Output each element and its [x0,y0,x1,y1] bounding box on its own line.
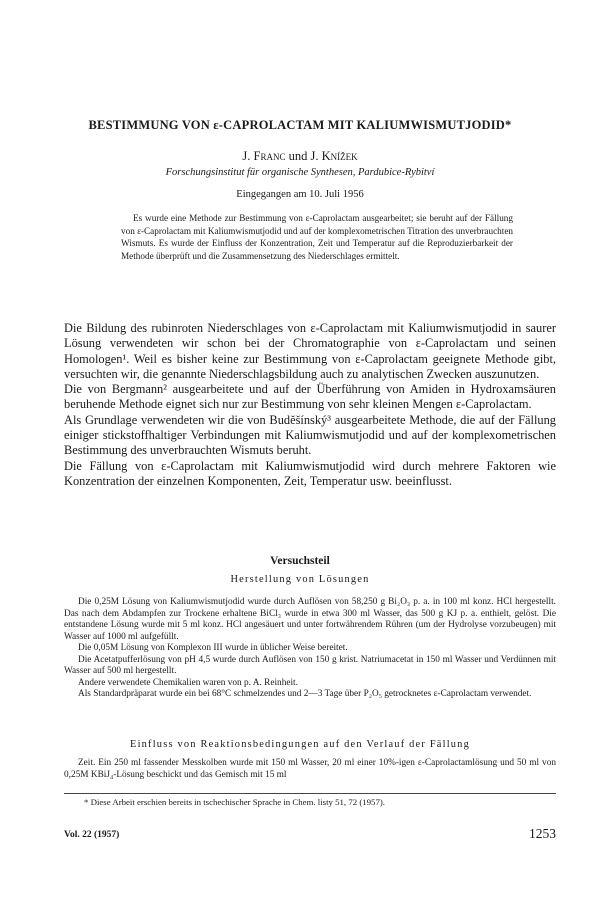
conditions-text: Zeit. Ein 250 ml fassender Messkolben wurde mit 150 ml Wasser, 20 ml einer 10%-igen ε-Caprolactamlösung und 50 ml von 0,25M KBiJ₄-Lösung beschickt und das Gemisch mit 15 ml [64,758,556,780]
volume-info: Vol. 22 (1957) [64,830,120,840]
introduction [64,321,556,489]
author-franc: J. Franc [242,149,286,163]
intro-paragraph: Die Fällung von ε-Caprolactam mit Kaliumwismutjodid wird durch mehrere Faktoren wie Konzentration der einzelnen Komponenten, Zeit, Temperatur usw. beeinflusst. [64,458,556,488]
author-line [40,149,560,164]
section-heading: Versuchsteil [270,555,330,567]
author-conjunction: und [288,149,308,163]
subsection-heading: Einfluss von Reaktionsbedingungen auf den Verlauf der Fällung [130,739,470,750]
intro-paragraph: Die Bildung des rubinroten Niederschlages von ε-Caprolactam mit Kaliumwismutjodid in saurer Lösung verwendeten wir schon bei der Chromatographie von ε-Caprolactam und seinen Homologen¹. Weil es bisher keine zur Bestimmung von ε-Caprolactam geeignete Methode gibt, versuchten wir, die genannte Niederschlagsbildung auch zu analytischen Zwecken auszunutzen. [64,321,556,381]
footnote-divider [64,793,556,794]
solution-paragraph: Andere verwendete Chemikalien waren von p. A. Reinheit. [78,677,298,688]
solution-paragraph: Die 0,05M Lösung von Komplexon III wurde in üblicher Weise bereitet. [78,643,348,653]
solution-paragraph: Die 0,25M Lösung von Kaliumwismutjodid wurde durch Auflösen von 58,250 g Bi₂O₃ p. a. in 100 ml konz. HCl hergestellt. Das nach dem Abdampfen zur Trockene erhaltene BiCl₃ wurde in etwa 300 ml Wasser, das 500 g KJ p. a. enthielt, gelöst. Die entstandene Lösung wurde mit 5 ml konz. HCl angesäuert und unter fortwährendem Rühren (um der Hydrolyse vorzubeugen) mit Wasser auf 1000 ml aufgefüllt. [64,597,556,642]
received-date: Eingegangen am 10. Juli 1956 [236,189,364,200]
affiliation: Forschungsinstitut für organische Synthesen, Pardubice-Rybitví [165,167,435,178]
article-title: BESTIMMUNG VON ε-CAPROLACTAM MIT KALIUMWISMUTJODID* [88,118,512,132]
author-knizek: J. Knížek [310,149,358,163]
intro-paragraph: Als Grundlage verwendeten wir die von Budĕšínský³ ausgearbeitete Methode, die auf der Fällung einiger stickstoffhaltiger Verbindungen mit Kaliumwismutjodid und auf der komplexometrischen Bestimmung des unverbrauchten Wismuts beruht. [64,412,556,458]
solution-paragraph: Die Acetatpufferlösung von pH 4,5 wurde durch Auflösen von 150 g krist. Natriumacetat in 150 ml Wasser und Verdünnen mit Wasser auf 500 ml hergestellt. [64,654,556,676]
intro-paragraph: Die von Bergmann² ausgearbeitete und auf der Überführung von Amiden in Hydroxamsäuren beruhende Methode eignet sich nur zur Bestimmung von sehr kleinen Mengen ε-Caprolactam. [64,382,556,412]
page-number: 1253 [529,826,556,841]
subsection-heading: Herstellung von Lösungen [230,574,370,585]
footnote: * Diese Arbeit erschien bereits in tschechischer Sprache in Chem. listy 51, 72 (1957). [84,797,385,807]
solutions-text [64,597,556,701]
solution-paragraph: Als Standardpräparat wurde ein bei 68°C schmelzendes und 2—3 Tage über P₂O₅ getrocknetes ε-Caprolactam verwendet. [78,689,532,699]
abstract: Es wurde eine Methode zur Bestimmung von ε-Caprolactam ausgearbeitet; sie beruht auf der Fällung von ε-Caprolactam mit Kaliumwismutjodid und auf der komplexometrischen Titration des unverbrauchten Wismuts. Es wurde der Einfluss der Konzentration, Zeit und Temperatur auf die Reproduzierbarkeit der Methode überprüft und die Zusammensetzung des Niederschlages ermittelt. [121,213,513,261]
